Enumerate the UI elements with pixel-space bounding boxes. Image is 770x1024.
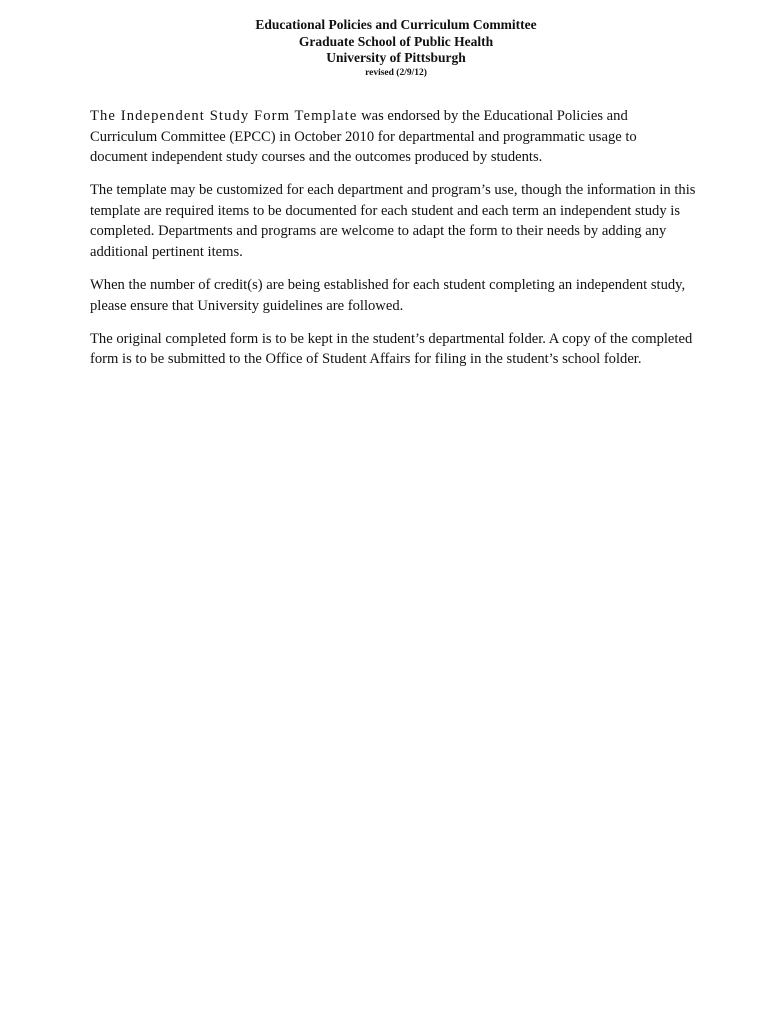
committee-title: Educational Policies and Curriculum Committee	[255, 17, 537, 32]
university-name: University of Pittsburgh	[326, 50, 466, 65]
paragraph-credits: When the number of credit(s) are being established for each student completing an independent study, please ensure that University guidelines are followed.	[90, 277, 686, 314]
paragraph-filing: The original completed form is to be kept in the student’s departmental folder. A copy of the completed form is to be submitted to the Office of Student Affairs for filing in the student’s school folder.	[90, 330, 693, 368]
school-name: Graduate School of Public Health	[298, 33, 494, 49]
document-header	[0, 17, 770, 79]
paragraph-endorsement-text: was endorsed by the Educational Policies and Curriculum Committee (EPCC) in October 2010 for departmental and programmatic usage to document independent study courses and the outcomes produced by students.	[90, 108, 637, 166]
document-body	[90, 106, 696, 383]
revision-date: revised (2/9/12)	[365, 67, 427, 78]
paragraph-endorsement	[90, 106, 696, 168]
paragraph-customization: The template may be customized for each department and program’s use, though the information in this template are required items to be documented for each student and each term an independent study is completed. Departments and programs are welcome to adapt the form to their needs by adding any additional pertinent items.	[90, 182, 696, 261]
form-template-name: The Independent Study Form Template	[90, 108, 358, 124]
